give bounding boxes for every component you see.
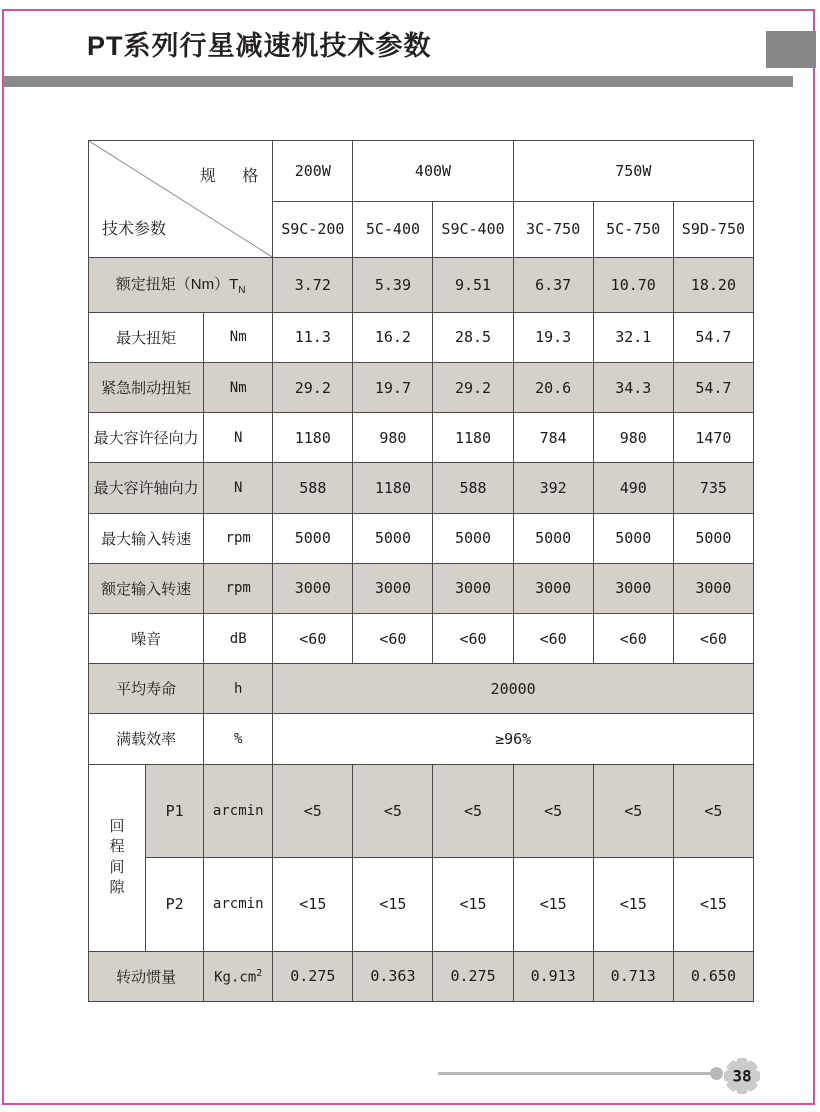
param-value: 588	[433, 463, 513, 513]
param-value: <5	[433, 764, 513, 858]
param-value: <60	[673, 613, 753, 663]
param-unit: arcmin	[204, 858, 273, 952]
param-value: 980	[593, 413, 673, 463]
param-value: 5000	[673, 513, 753, 563]
param-value: 54.7	[673, 312, 753, 362]
param-value: <60	[593, 613, 673, 663]
param-value: 1180	[353, 463, 433, 513]
table-row-full-load-efficiency	[89, 714, 754, 764]
param-label: 噪音	[89, 613, 204, 663]
param-label: 平均寿命	[89, 664, 204, 714]
param-value: 5000	[433, 513, 513, 563]
param-value: 28.5	[433, 312, 513, 362]
unit-superscript: 2	[256, 967, 263, 979]
param-value: 6.37	[513, 258, 593, 313]
spec-table	[88, 140, 754, 1002]
page-number: 38	[732, 1066, 752, 1086]
table-row-max-input-speed	[89, 513, 754, 563]
param-value: 3000	[433, 563, 513, 613]
param-value: 3000	[513, 563, 593, 613]
param-unit: h	[204, 664, 273, 714]
table-row-emergency-brake-torque	[89, 362, 754, 412]
corner-label-params: 技术参数	[102, 221, 167, 238]
param-value: 0.650	[673, 951, 753, 1001]
param-value: <5	[353, 764, 433, 858]
param-unit: rpm	[204, 513, 273, 563]
param-value: 5000	[593, 513, 673, 563]
param-value: 10.70	[593, 258, 673, 313]
power-header-200w: 200W	[273, 141, 353, 202]
param-merged-value: 20000	[273, 664, 754, 714]
param-value: 0.363	[353, 951, 433, 1001]
page-title: PT系列行星减速机技术参数	[87, 31, 432, 61]
model-header: S9C-200	[273, 201, 353, 257]
param-value: 0.275	[273, 951, 353, 1001]
param-value: <15	[673, 858, 753, 952]
param-value: 3.72	[273, 258, 353, 313]
page-number-gear-icon	[722, 1056, 762, 1096]
param-value: <15	[433, 858, 513, 952]
param-label: 转动惯量	[89, 951, 204, 1001]
param-value: <60	[353, 613, 433, 663]
model-header: 5C-400	[353, 201, 433, 257]
table-row-rotational-inertia	[89, 951, 754, 1001]
param-label: 最大扭矩	[89, 312, 204, 362]
param-value: 9.51	[433, 258, 513, 313]
param-unit: N	[204, 413, 273, 463]
param-value: <15	[353, 858, 433, 952]
param-value: 0.713	[593, 951, 673, 1001]
param-value: 0.275	[433, 951, 513, 1001]
diagonal-line	[89, 141, 272, 257]
param-label: 满载效率	[89, 714, 204, 764]
param-value: 0.913	[513, 951, 593, 1001]
param-unit: Nm	[204, 312, 273, 362]
header-underline-bar	[4, 76, 793, 87]
param-value: 784	[513, 413, 593, 463]
param-value: <15	[593, 858, 673, 952]
param-label: 最大输入转速	[89, 513, 204, 563]
table-row-rated-torque	[89, 258, 754, 313]
param-value: 32.1	[593, 312, 673, 362]
param-value: 16.2	[353, 312, 433, 362]
param-value: 980	[353, 413, 433, 463]
param-value: 3000	[353, 563, 433, 613]
param-unit: N	[204, 463, 273, 513]
param-value: <60	[433, 613, 513, 663]
param-value: <5	[513, 764, 593, 858]
param-value: 5000	[353, 513, 433, 563]
param-value: <5	[273, 764, 353, 858]
param-value: 5.39	[353, 258, 433, 313]
param-value: 11.3	[273, 312, 353, 362]
param-unit: Nm	[204, 362, 273, 412]
param-value: 20.6	[513, 362, 593, 412]
backlash-group-label: 回程间隙	[89, 764, 146, 951]
table-row-rated-input-speed	[89, 563, 754, 613]
param-value: <5	[673, 764, 753, 858]
param-unit: $Kg.cm^2$	[204, 951, 273, 1001]
param-label: 最大容许径向力	[89, 413, 204, 463]
param-value: 392	[513, 463, 593, 513]
power-header-750w: 750W	[513, 141, 753, 202]
param-value: 3000	[273, 563, 353, 613]
model-header: 3C-750	[513, 201, 593, 257]
param-value: 1470	[673, 413, 753, 463]
param-value: 19.7	[353, 362, 433, 412]
param-value: <15	[513, 858, 593, 952]
header-corner-square	[766, 31, 816, 68]
param-label: 紧急制动扭矩	[89, 362, 204, 412]
param-label: 额定扭矩$(Nm)T_N$	[89, 258, 273, 313]
param-merged-value: ≥96%	[273, 714, 754, 764]
table-header-row-power	[89, 141, 754, 202]
param-value: 34.3	[593, 362, 673, 412]
param-value: 5000	[513, 513, 593, 563]
table-row-noise	[89, 613, 754, 663]
param-value: 1180	[273, 413, 353, 463]
table-row-max-axial-force	[89, 463, 754, 513]
backlash-sub-label: P1	[146, 764, 204, 858]
param-value: 54.7	[673, 362, 753, 412]
param-value: 3000	[673, 563, 753, 613]
param-value: 19.3	[513, 312, 593, 362]
param-value: 1180	[433, 413, 513, 463]
model-header: 5C-750	[593, 201, 673, 257]
param-value: 490	[593, 463, 673, 513]
backlash-sub-label: P2	[146, 858, 204, 952]
footer-line	[438, 1072, 716, 1075]
corner-label-spec: 规 格	[199, 168, 259, 185]
param-unit: rpm	[204, 563, 273, 613]
param-unit: arcmin	[204, 764, 273, 858]
label-subscript: N	[238, 285, 246, 297]
power-header-400w: 400W	[353, 141, 513, 202]
param-unit: %	[204, 714, 273, 764]
param-value: 29.2	[273, 362, 353, 412]
table-corner-cell	[89, 141, 273, 258]
param-value: 29.2	[433, 362, 513, 412]
param-value: 3000	[593, 563, 673, 613]
table-row-backlash-p2	[89, 858, 754, 952]
param-value: 5000	[273, 513, 353, 563]
model-header: S9C-400	[433, 201, 513, 257]
model-header: S9D-750	[673, 201, 753, 257]
param-unit: dB	[204, 613, 273, 663]
param-value: 18.20	[673, 258, 753, 313]
table-row-average-life	[89, 664, 754, 714]
param-label: 额定输入转速	[89, 563, 204, 613]
param-value: 735	[673, 463, 753, 513]
table-row-max-torque	[89, 312, 754, 362]
param-value: <60	[273, 613, 353, 663]
param-value: 588	[273, 463, 353, 513]
param-value: <5	[593, 764, 673, 858]
table-row-max-radial-force	[89, 413, 754, 463]
param-value: <15	[273, 858, 353, 952]
table-row-backlash-p1	[89, 764, 754, 858]
param-value: <60	[513, 613, 593, 663]
param-label: 最大容许轴向力	[89, 463, 204, 513]
